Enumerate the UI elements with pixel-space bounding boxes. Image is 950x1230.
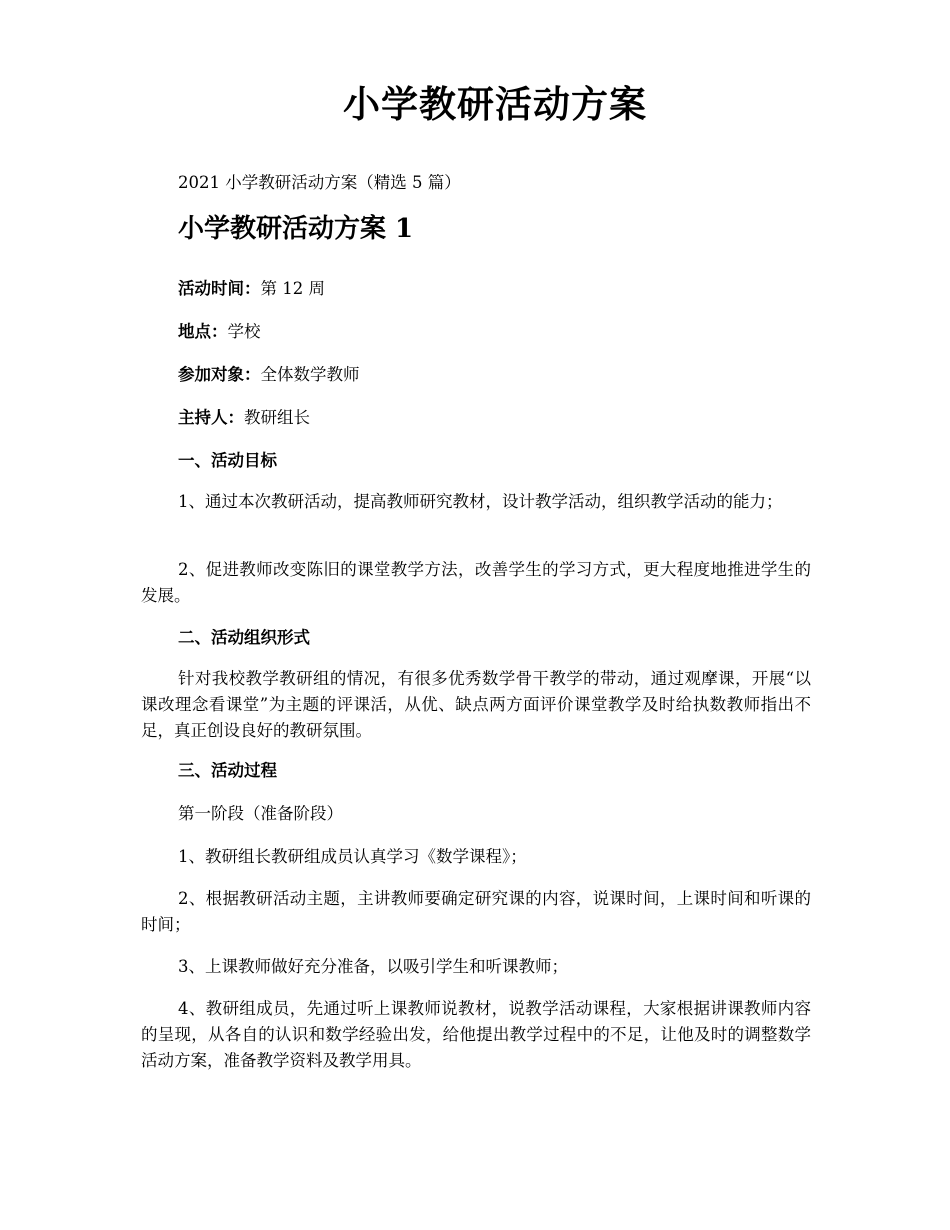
meta-place-value: 学校 (227, 322, 261, 341)
meta-time (178, 276, 325, 302)
meta-participants-value: 全体数学教师 (260, 365, 360, 384)
meta-time-label: 活动时间： (178, 279, 261, 298)
process-item-2: 2、根据教研活动主题，主讲教师要确定研究课的内容，说课时间，上课时间和听课的时间； (141, 889, 811, 934)
meta-time-value: 第 12 周 (260, 279, 325, 298)
section-heading: 小学教研活动方案 1 (178, 214, 414, 244)
form-paragraph: 针对我校教学教研组的情况，有很多优秀数学骨干教学的带动，通过观摩课，开展“以课改理念看课堂”为主题的评课活，从优、缺点两方面评价课堂教学及时给执数教师指出不足，真正创设良好的教研氛围。 (141, 669, 811, 740)
process-stage: 第一阶段（准备阶段） (178, 804, 343, 823)
process-item-1: 1、教研组长教研组成员认真学习《数学课程》； (178, 847, 527, 866)
process-item-4: 4、教研组成员，先通过听上课教师说教材，说教学活动课程，大家根据讲课教师内容的呈现，从各自的认识和数学经验出发，给他提出教学过程中的不足，让他及时的调整数学活动方案，准备教学资料及教学用具。 (141, 999, 811, 1070)
form-heading: 二、活动组织形式 (178, 628, 310, 647)
meta-host-label: 主持人： (178, 408, 244, 427)
meta-host-value: 教研组长 (244, 408, 310, 427)
meta-participants (178, 362, 360, 388)
meta-place (178, 319, 261, 345)
goal-item-1: 1、通过本次教研活动，提高教师研究教材，设计教学活动，组织教学活动的能力； (178, 492, 783, 511)
process-heading: 三、活动过程 (178, 761, 277, 780)
meta-host (178, 405, 310, 431)
document-title: 小学教研活动方案 (343, 82, 647, 126)
document-subtitle: 2021 小学教研活动方案（精选 5 篇） (178, 173, 461, 192)
goal-item-2: 2、促进教师改变陈旧的课堂教学方法，改善学生的学习方式，更大程度地推进学生的发展。 (141, 560, 811, 605)
meta-place-label: 地点： (178, 322, 228, 341)
process-item-3: 3、上课教师做好充分准备，以吸引学生和听课教师； (178, 957, 568, 976)
goals-heading: 一、活动目标 (178, 451, 277, 470)
meta-participants-label: 参加对象： (178, 365, 261, 384)
